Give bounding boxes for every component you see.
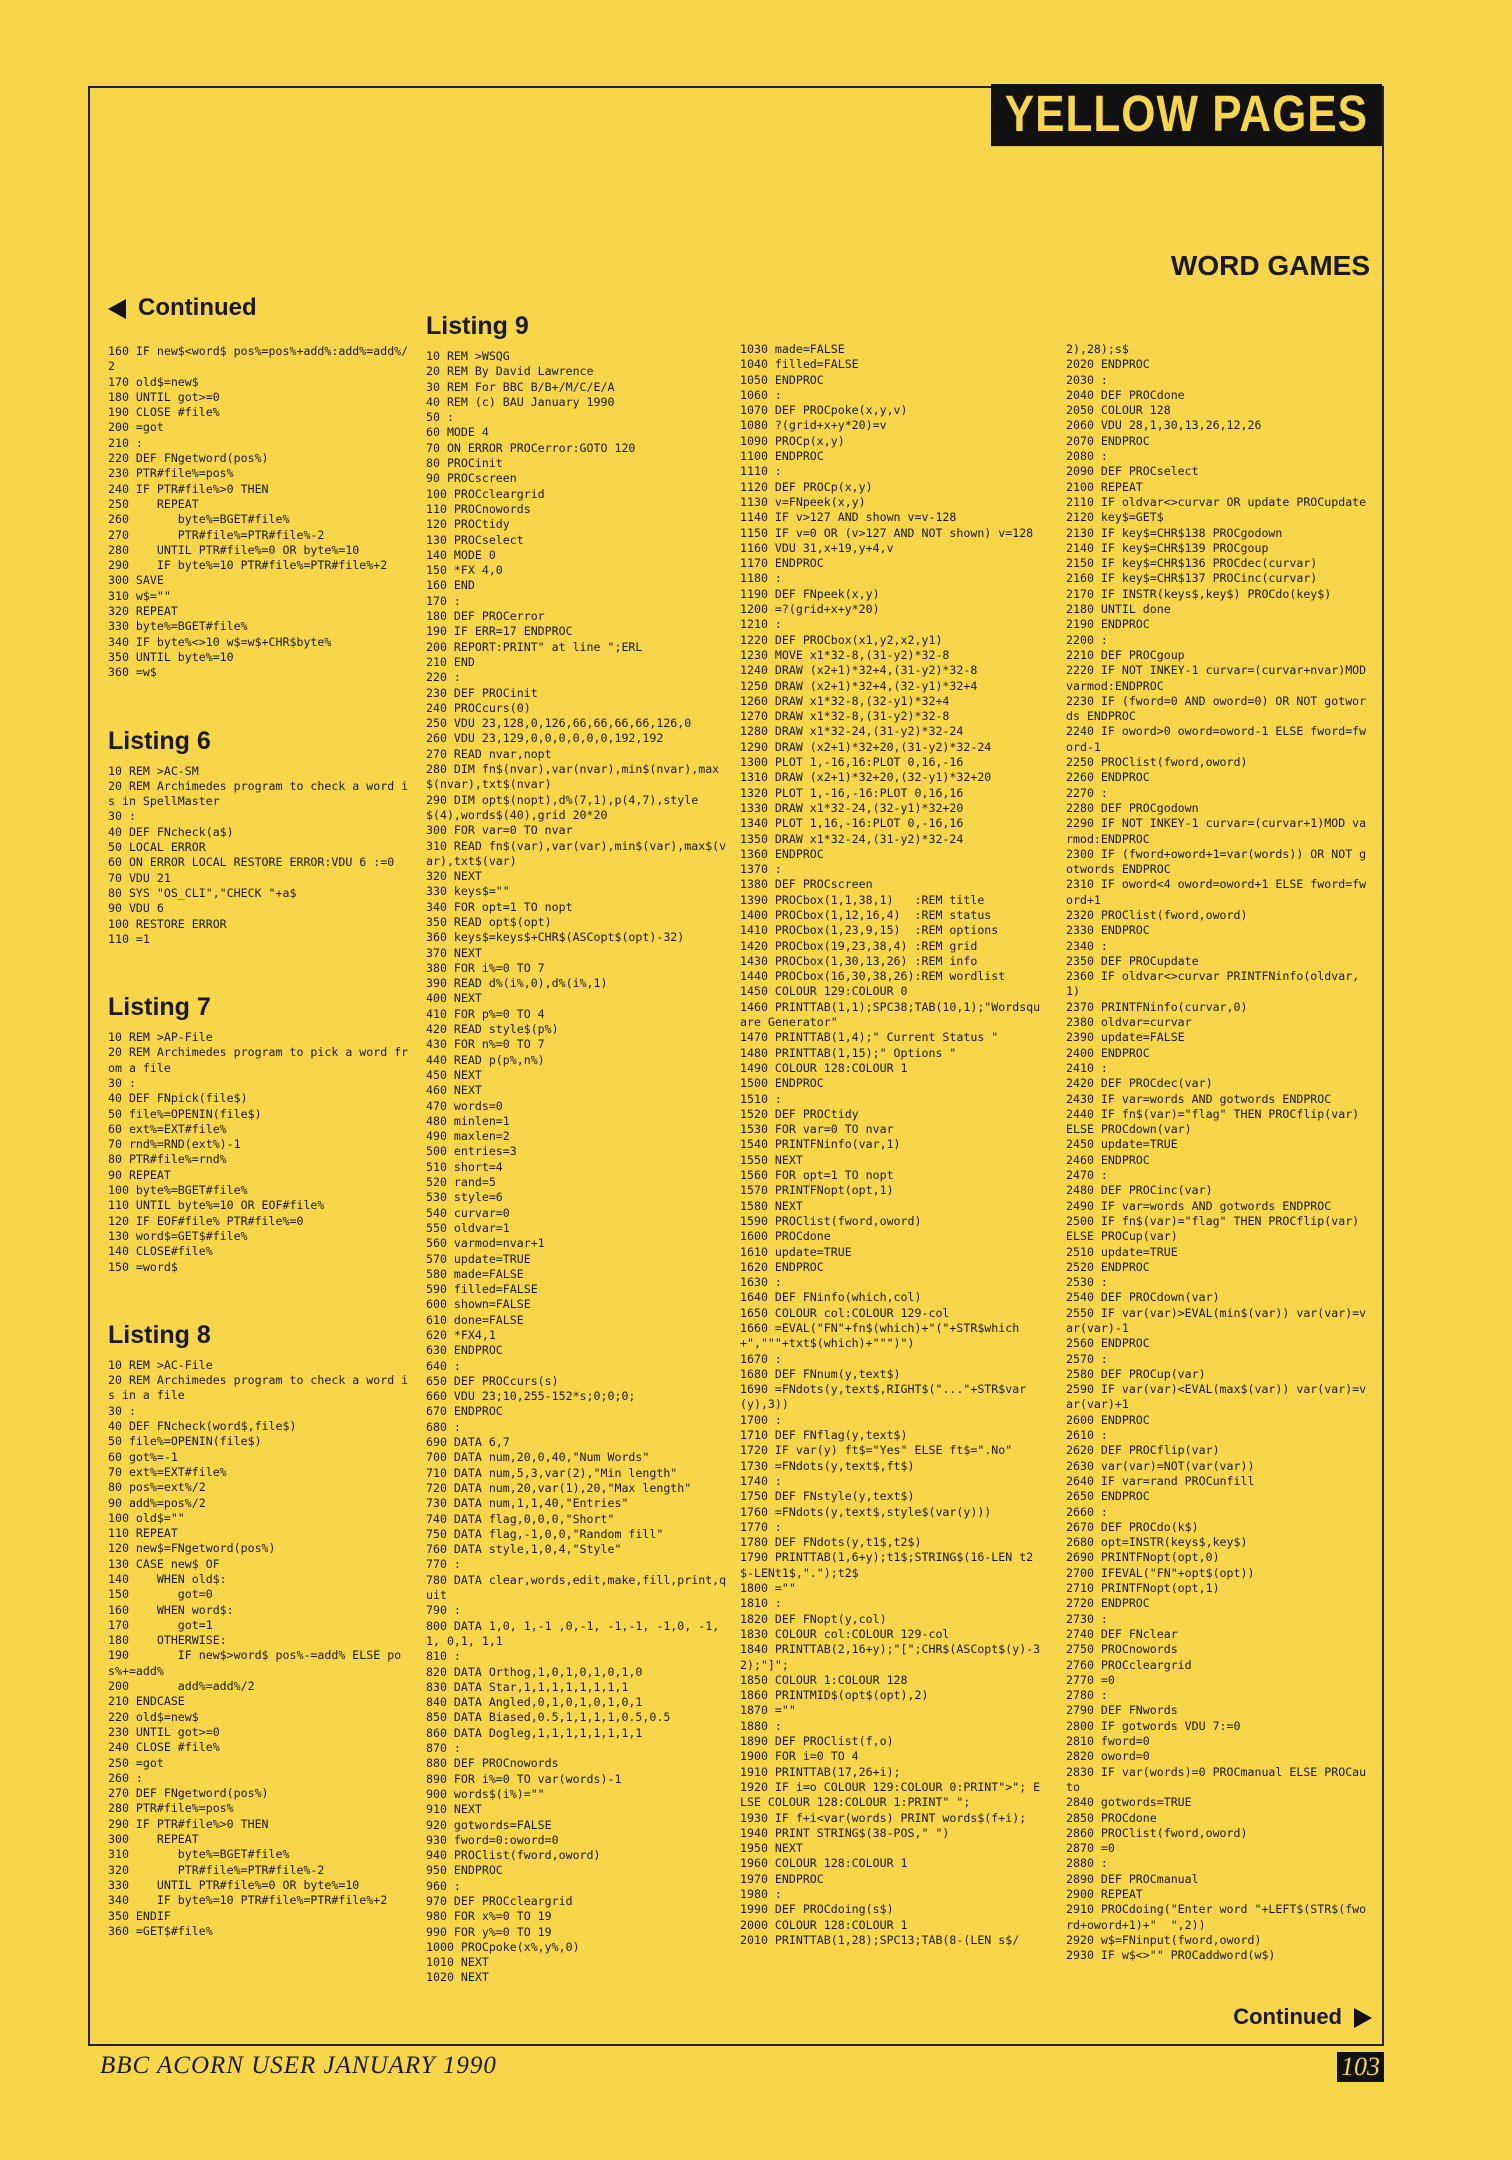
listing-7-code: 10 REM >AP-File 20 REM Archimedes program to pick a word from a file 30 : 40 DEF FNpick(file$) 50 file%=OPENIN(file$) 60 ext%=EXT#file% 70 rnd%=RND(ext%)-1 80 PTR#file%=rnd% 90 REPEAT 100 byte%=BGET#file% 110 UNTIL byte%=10 OR EOF#file% 120 IF EOF#file% PTR#file%=0 130 word$=GET$#file% 140 CLOSE#file% 150 =word$ (108, 1030, 409, 1274)
continued-bottom-label: Continued (1233, 2004, 1342, 2029)
listing-9-code: 10 REM >WSQG 20 REM By David Lawrence 30 REM For BBC B/B+/M/C/E/A 40 REM (c) BAU January 1990 50 : 60 MODE 4 70 ON ERROR PROCerror:GOTO 120 80 PROCinit 90 PROCscreen 100 PROCcleargrid 110 PROCnowords 120 PROCtidy 130 PROCselect 140 MODE 0 150 *FX 4,0 160 END 170 : 180 DEF PROCerror 190 IF ERR=17 ENDPROC 200 REPORT:PRINT" at line ";ERL 210 END 220 : 230 DEF PROCinit 240 PROCcurs(0) 250 VDU 23,128,0,126,66,66,66,66,126,0 260 VDU 23,129,0,0,0,0,0,0,192,192 270 READ nvar,nopt 280 DIM fn$(nvar),var(nvar),min$(nvar),max$(nvar),txt$(nvar) 290 DIM opt$(nopt),d%(7,1),p(4,7),style$(4),words$(40),grid 20*20 300 FOR var=0 TO nvar 310 READ fn$(var),var(var),min$(var),max$(var),txt$(var) 320 NEXT 330 keys$="" 340 FOR opt=1 TO nopt 350 READ opt$(opt) 360 keys$=keys$+CHR$(ASCopt$(opt)-32) 370 NEXT 380 FOR i%=0 TO 7 390 READ d%(i%,0),d%(i%,1) 400 NEXT 410 FOR p%=0 TO 4 420 READ style$(p%) 430 FOR n%=0 TO 7 440 READ p(p%,n%) 450 NEXT 460 NEXT 470 words=0 480 minlen=1 490 maxlen=2 500 entries=3 510 short=4 520 rand=5 530 style=6 540 curvar=0 550 oldvar=1 560 varmod=nvar+1 570 update=TRUE 580 made=FALSE 590 filled=FALSE 600 shown=FALSE 610 done=FALSE 620 *FX4,1 630 ENDPROC 640 : 650 DEF PROCcurs(s) 660 VDU 23;10,255-152*s;0;0;0; 670 ENDPROC 680 : 690 DATA 6,7 700 DATA num,20,0,40,"Num Words" 710 DATA num,5,3,var(2),"Min length" 720 DATA num,20,var(1),20,"Max length" 730 DATA num,1,1,40,"Entries" 740 DATA flag,0,0,0,"Short" 750 DATA flag,-1,0,0,"Random fill" 760 DATA style,1,0,4,"Style" 770 : 780 DATA clear,words,edit,make,fill,print,quit 790 : 800 DATA 1,0, 1,-1 ,0,-1, -1,-1, -1,0, -1,1, 0,1, 1,1 810 : 820 DATA Orthog,1,0,1,0,1,0,1,0 830 DATA Star,1,1,1,1,1,1,1,1 840 DATA Angled,0,1,0,1,0,1,0,1 850 DATA Biased,0.5,1,1,1,1,0.5,0.5 860 DATA Dogleg,1,1,1,1,1,1,1,1 870 : 880 DEF PROCnowords 890 FOR i%=0 TO var(words)-1 900 words$(i%)="" 910 NEXT 920 gotwords=FALSE 930 fword=0:oword=0 940 PROClist(fword,oword) 950 ENDPROC 960 : 970 DEF PROCcleargrid 980 FOR x%=0 TO 19 990 FOR y%=0 TO 19 1000 PROCpoke(x%,y%,0) 1010 NEXT 1020 NEXT (426, 349, 727, 1985)
arrow-right-icon (1354, 2008, 1372, 2028)
listing-8-code: 10 REM >AC-File 20 REM Archimedes program to check a word is in a file 30 : 40 DEF FNcheck(word$,file$) 50 file%=OPENIN(file$) 60 got%=-1 70 ext%=EXT#file% 80 pos%=ext%/2 90 add%=pos%/2 100 old$="" 110 REPEAT 120 new$=FNgetword(pos%) 130 CASE new$ OF 140 WHEN old$: 150 got=0 160 WHEN word$: 170 got=1 180 OTHERWISE: 190 IF new$>word$ pos%-=add% ELSE pos%+=add% 200 add%=add%/2 210 ENDCASE 220 old$=new$ 230 UNTIL got>=0 240 CLOSE #file% 250 =got 260 : 270 DEF FNgetword(pos%) 280 PTR#file%=pos% 290 IF PTR#file%>0 THEN 300 REPEAT 310 byte%=BGET#file% 320 PTR#file%=PTR#file%-2 330 UNTIL PTR#file%=0 OR byte%=10 340 IF byte%=10 PTR#file%=PTR#file%+2 350 ENDIF 360 =GET$#file% (108, 1357, 409, 1938)
listing-6-title: Listing 6 (108, 726, 211, 755)
section-title: WORD GAMES (1170, 250, 1370, 281)
publication-footer: BBC ACORN USER JANUARY 1990 (100, 2052, 497, 2079)
column-2 (426, 312, 731, 1986)
continued-bottom (1233, 2004, 1372, 2030)
listing-5-continued-code: 160 IF new$<word$ pos%=pos%+add%:add%=add%/2 170 old$=new$ 180 UNTIL got>=0 190 CLOSE #file% 200 =got 210 : 220 DEF FNgetword(pos%) 230 PTR#file%=pos% 240 IF PTR#file%>0 THEN 250 REPEAT 260 byte%=BGET#file% 270 PTR#file%=PTR#file%-2 280 UNTIL PTR#file%=0 OR byte%=10 290 IF byte%=10 PTR#file%=PTR#file%+2 300 SAVE 310 w$="" 320 REPEAT 330 byte%=BGET#file% 340 IF byte%<>10 w$=w$+CHR$byte% 350 UNTIL byte%=10 360 =w$ (108, 344, 409, 680)
yellow-pages-badge: YELLOW PAGES (991, 84, 1382, 146)
arrow-left-icon (108, 299, 126, 319)
column-1 (108, 344, 413, 1939)
continued-top-label: Continued (138, 294, 257, 321)
listing-9-title: Listing 9 (426, 312, 529, 340)
listing-8-title: Listing 8 (108, 1320, 211, 1349)
continued-top (108, 294, 257, 322)
column-4 (1066, 342, 1371, 1963)
listing-7-title: Listing 7 (108, 993, 211, 1022)
listing-9-code-part-2: 1030 made=FALSE 1040 filled=FALSE 1050 ENDPROC 1060 : 1070 DEF PROCpoke(x,y,v) 1080 ?(grid+x+y*20)=v 1090 PROCp(x,y) 1100 ENDPROC 1110 : 1120 DEF PROCp(x,y) 1130 v=FNpeek(x,y) 1140 IF v>127 AND shown v=v-128 1150 IF v=0 OR (v>127 AND NOT shown) v=128 1160 VDU 31,x+19,y+4,v 1170 ENDPROC 1180 : 1190 DEF FNpeek(x,y) 1200 =?(grid+x+y*20) 1210 : 1220 DEF PROCbox(x1,y2,x2,y1) 1230 MOVE x1*32-8,(31-y2)*32-8 1240 DRAW (x2+1)*32+4,(31-y2)*32-8 1250 DRAW (x2+1)*32+4,(32-y1)*32+4 1260 DRAW x1*32-8,(32-y1)*32+4 1270 DRAW x1*32-8,(31-y2)*32-8 1280 DRAW x1*32-24,(31-y2)*32-24 1290 DRAW (x2+1)*32+20,(31-y2)*32-24 1300 PLOT 1,-16,16:PLOT 0,16,-16 1310 DRAW (x2+1)*32+20,(32-y1)*32+20 1320 PLOT 1,-16,-16:PLOT 0,16,16 1330 DRAW x1*32-24,(32-y1)*32+20 1340 PLOT 1,16,-16:PLOT 0,-16,16 1350 DRAW x1*32-24,(31-y2)*32-24 1360 ENDPROC 1370 : 1380 DEF PROCscreen 1390 PROCbox(1,1,38,1) :REM title 1400 PROCbox(1,12,16,4) :REM status 1410 PROCbox(1,23,9,15) :REM options 1420 PROCbox(19,23,38,4) :REM grid 1430 PROCbox(1,30,13,26) :REM info 1440 PROCbox(16,30,38,26):REM wordlist 1450 COLOUR 129:COLOUR 0 1460 PRINTTAB(1,1);SPC38;TAB(10,1);"Wordsquare Generator" 1470 PRINTTAB(1,4);" Current Status " 1480 PRINTTAB(1,15);" Options " 1490 COLOUR 128:COLOUR 1 1500 ENDPROC 1510 : 1520 DEF PROCtidy 1530 FOR var=0 TO nvar 1540 PRINTFNinfo(var,1) 1550 NEXT 1560 FOR opt=1 TO nopt 1570 PRINTFNopt(opt,1) 1580 NEXT 1590 PROClist(fword,oword) 1600 PROCdone 1610 update=TRUE 1620 ENDPROC 1630 : 1640 DEF FNinfo(which,col) 1650 COLOUR col:COLOUR 129-col 1660 =EVAL("FN"+fn$(which)+"("+STR$which+","""+txt$(which)+""")") 1670 : 1680 DEF FNnum(y,text$) 1690 =FNdots(y,text$,RIGHT$("..."+STR$var(y),3)) 1700 : 1710 DEF FNflag(y,text$) 1720 IF var(y) ft$="Yes" ELSE ft$=".No" 1730 =FNdots(y,text$,ft$) 1740 : 1750 DEF FNstyle(y,text$) 1760 =FNdots(y,text$,style$(var(y))) 1770 : 1780 DEF FNdots(y,t1$,t2$) 1790 PRINTTAB(1,6+y);t1$;STRING$(16-LEN t2$-LENt1$,".");t2$ 1800 ="" 1810 : 1820 DEF FNopt(y,col) 1830 COLOUR col:COLOUR 129-col 1840 PRINTTAB(2,16+y);"[";CHR$(ASCopt$(y)-32);"]"; 1850 COLOUR 1:COLOUR 128 1860 PRINTMID$(opt$(opt),2) 1870 ="" 1880 : 1890 DEF PROClist(f,o) 1900 FOR i=0 TO 4 1910 PRINTTAB(17,26+i); 1920 IF i=o COLOUR 129:COLOUR 0:PRINT">"; ELSE COLOUR 128:COLOUR 1:PRINT" "; 1930 IF f+i<var(words) PRINT words$(f+i); 1940 PRINT STRING$(38-POS," ") 1950 NEXT 1960 COLOUR 128:COLOUR 1 1970 ENDPROC 1980 : 1990 DEF PROCdoing(s$) 2000 COLOUR 128:COLOUR 1 2010 PRINTTAB(1,28);SPC13;TAB(8-(LEN s$/ (740, 342, 1041, 1947)
listing-9-code-part-3: 2),28);s$ 2020 ENDPROC 2030 : 2040 DEF PROCdone 2050 COLOUR 128 2060 VDU 28,1,30,13,26,12,26 2070 ENDPROC 2080 : 2090 DEF PROCselect 2100 REPEAT 2110 IF oldvar<>curvar OR update PROCupdate 2120 key$=GET$ 2130 IF key$=CHR$138 PROCgodown 2140 IF key$=CHR$139 PROCgoup 2150 IF key$=CHR$136 PROCdec(curvar) 2160 IF key$=CHR$137 PROCinc(curvar) 2170 IF INSTR(keys$,key$) PROCdo(key$) 2180 UNTIL done 2190 ENDPROC 2200 : 2210 DEF PROCgoup 2220 IF NOT INKEY-1 curvar=(curvar+nvar)MODvarmod:ENDPROC 2230 IF (fword=0 AND oword=0) OR NOT gotwords ENDPROC 2240 IF oword>0 oword=oword-1 ELSE fword=fword-1 2250 PROClist(fword,oword) 2260 ENDPROC 2270 : 2280 DEF PROCgodown 2290 IF NOT INKEY-1 curvar=(curvar+1)MOD varmod:ENDPROC 2300 IF (fword+oword+1=var(words)) OR NOT gotwords ENDPROC 2310 IF oword<4 oword=oword+1 ELSE fword=fword+1 2320 PROClist(fword,oword) 2330 ENDPROC 2340 : 2350 DEF PROCupdate 2360 IF oldvar<>curvar PRINTFNinfo(oldvar,1) 2370 PRINTFNinfo(curvar,0) 2380 oldvar=curvar 2390 update=FALSE 2400 ENDPROC 2410 : 2420 DEF PROCdec(var) 2430 IF var=words AND gotwords ENDPROC 2440 IF fn$(var)="flag" THEN PROCflip(var) ELSE PROCdown(var) 2450 update=TRUE 2460 ENDPROC 2470 : 2480 DEF PROCinc(var) 2490 IF var=words AND gotwords ENDPROC 2500 IF fn$(var)="flag" THEN PROCflip(var) ELSE PROCup(var) 2510 update=TRUE 2520 ENDPROC 2530 : 2540 DEF PROCdown(var) 2550 IF var(var)>EVAL(min$(var)) var(var)=var(var)-1 2560 ENDPROC 2570 : 2580 DEF PROCup(var) 2590 IF var(var)<EVAL(max$(var)) var(var)=var(var)+1 2600 ENDPROC 2610 : 2620 DEF PROCflip(var) 2630 var(var)=NOT(var(var)) 2640 IF var=rand PROCunfill 2650 ENDPROC 2660 : 2670 DEF PROCdo(k$) 2680 opt=INSTR(keys$,key$) 2690 PRINTFNopt(opt,0) 2700 IFEVAL("FN"+opt$(opt)) 2710 PRINTFNopt(opt,1) 2720 ENDPROC 2730 : 2740 DEF FNclear 2750 PROCnowords 2760 PROCcleargrid 2770 =0 2780 : 2790 DEF FNwords 2800 IF gotwords VDU 7:=0 2810 fword=0 2820 oword=0 2830 IF var(words)=0 PROCmanual ELSE PROCauto 2840 gotwords=TRUE 2850 PROCdone 2860 PROClist(fword,oword) 2870 =0 2880 : 2890 DEF PROCmanual 2900 REPEAT 2910 PROCdoing("Enter word "+LEFT$(STR$(fword+oword+1)+" ",2)) 2920 w$=FNinput(fword,oword) 2930 IF w$<>"" PROCaddword(w$) (1066, 342, 1367, 1963)
column-3 (740, 342, 1045, 1948)
page-number: 103 (1337, 2052, 1384, 2082)
listing-6-code: 10 REM >AC-SM 20 REM Archimedes program to check a word is in SpellMaster 30 : 40 DEF FNcheck(a$) 50 LOCAL ERROR 60 ON ERROR LOCAL RESTORE ERROR:VDU 6 :=0 70 VDU 21 80 SYS "OS_CLI","CHECK "+a$ 90 VDU 6 100 RESTORE ERROR 110 =1 (108, 763, 409, 946)
